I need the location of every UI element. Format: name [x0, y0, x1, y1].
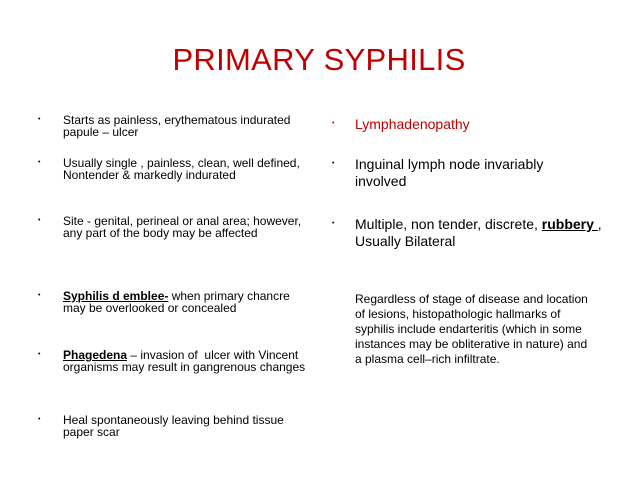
- multiple-text-end: , Usually Bilateral: [355, 216, 606, 249]
- multiple-text: Multiple, non tender, discrete,: [355, 216, 542, 232]
- phagedena-term: Phagedena: [63, 348, 128, 362]
- left-bullet-4: [63, 290, 313, 314]
- histopathology-paragraph: Regardless of stage of disease and location of lesions, histopathologic hallmarks of syphilis include endarteritis (which in some instances may be obliterative in nature) and a plasma cell–rich infiltrate.: [355, 292, 588, 366]
- right-bullet-multiple: [355, 216, 610, 250]
- right-bullet-inguinal: Inguinal lymph node invariably involved: [355, 156, 544, 189]
- left-bullet-1: Starts as painless, erythematous indurated papule – ulcer: [63, 113, 291, 139]
- left-bullet-3: Site - genital, perineal or anal area; however, any part of the body may be affected: [63, 214, 302, 240]
- left-bullet-5: [63, 349, 313, 373]
- bullet-dot: •: [38, 159, 41, 166]
- left-bullet-4-text: when primary chancre may be overlooked or concealed: [63, 289, 294, 315]
- bullet-dot: •: [38, 217, 41, 224]
- rubbery-term: rubbery: [541, 216, 598, 232]
- syphilis-d-emblee-term: Syphilis d emblee-: [63, 289, 169, 303]
- bullet-dot: •: [332, 120, 335, 127]
- bullet-dot: •: [38, 116, 41, 123]
- lymphadenopathy-heading: Lymphadenopathy: [355, 116, 470, 132]
- bullet-dot: •: [332, 160, 335, 167]
- left-bullet-5-text: – invasion of ulcer with Vincent organisms may result in gangrenous changes: [63, 348, 306, 374]
- left-bullet-2: Usually single , painless, clean, well defined, Nontender & markedly indurated: [63, 156, 300, 182]
- bullet-dot: •: [38, 292, 41, 299]
- bullet-dot: •: [38, 416, 41, 423]
- bullet-dot: •: [38, 351, 41, 358]
- slide-title: PRIMARY SYPHILIS: [172, 42, 466, 77]
- left-bullet-6: Heal spontaneously leaving behind tissue paper scar: [63, 413, 284, 439]
- bullet-dot: •: [332, 220, 335, 227]
